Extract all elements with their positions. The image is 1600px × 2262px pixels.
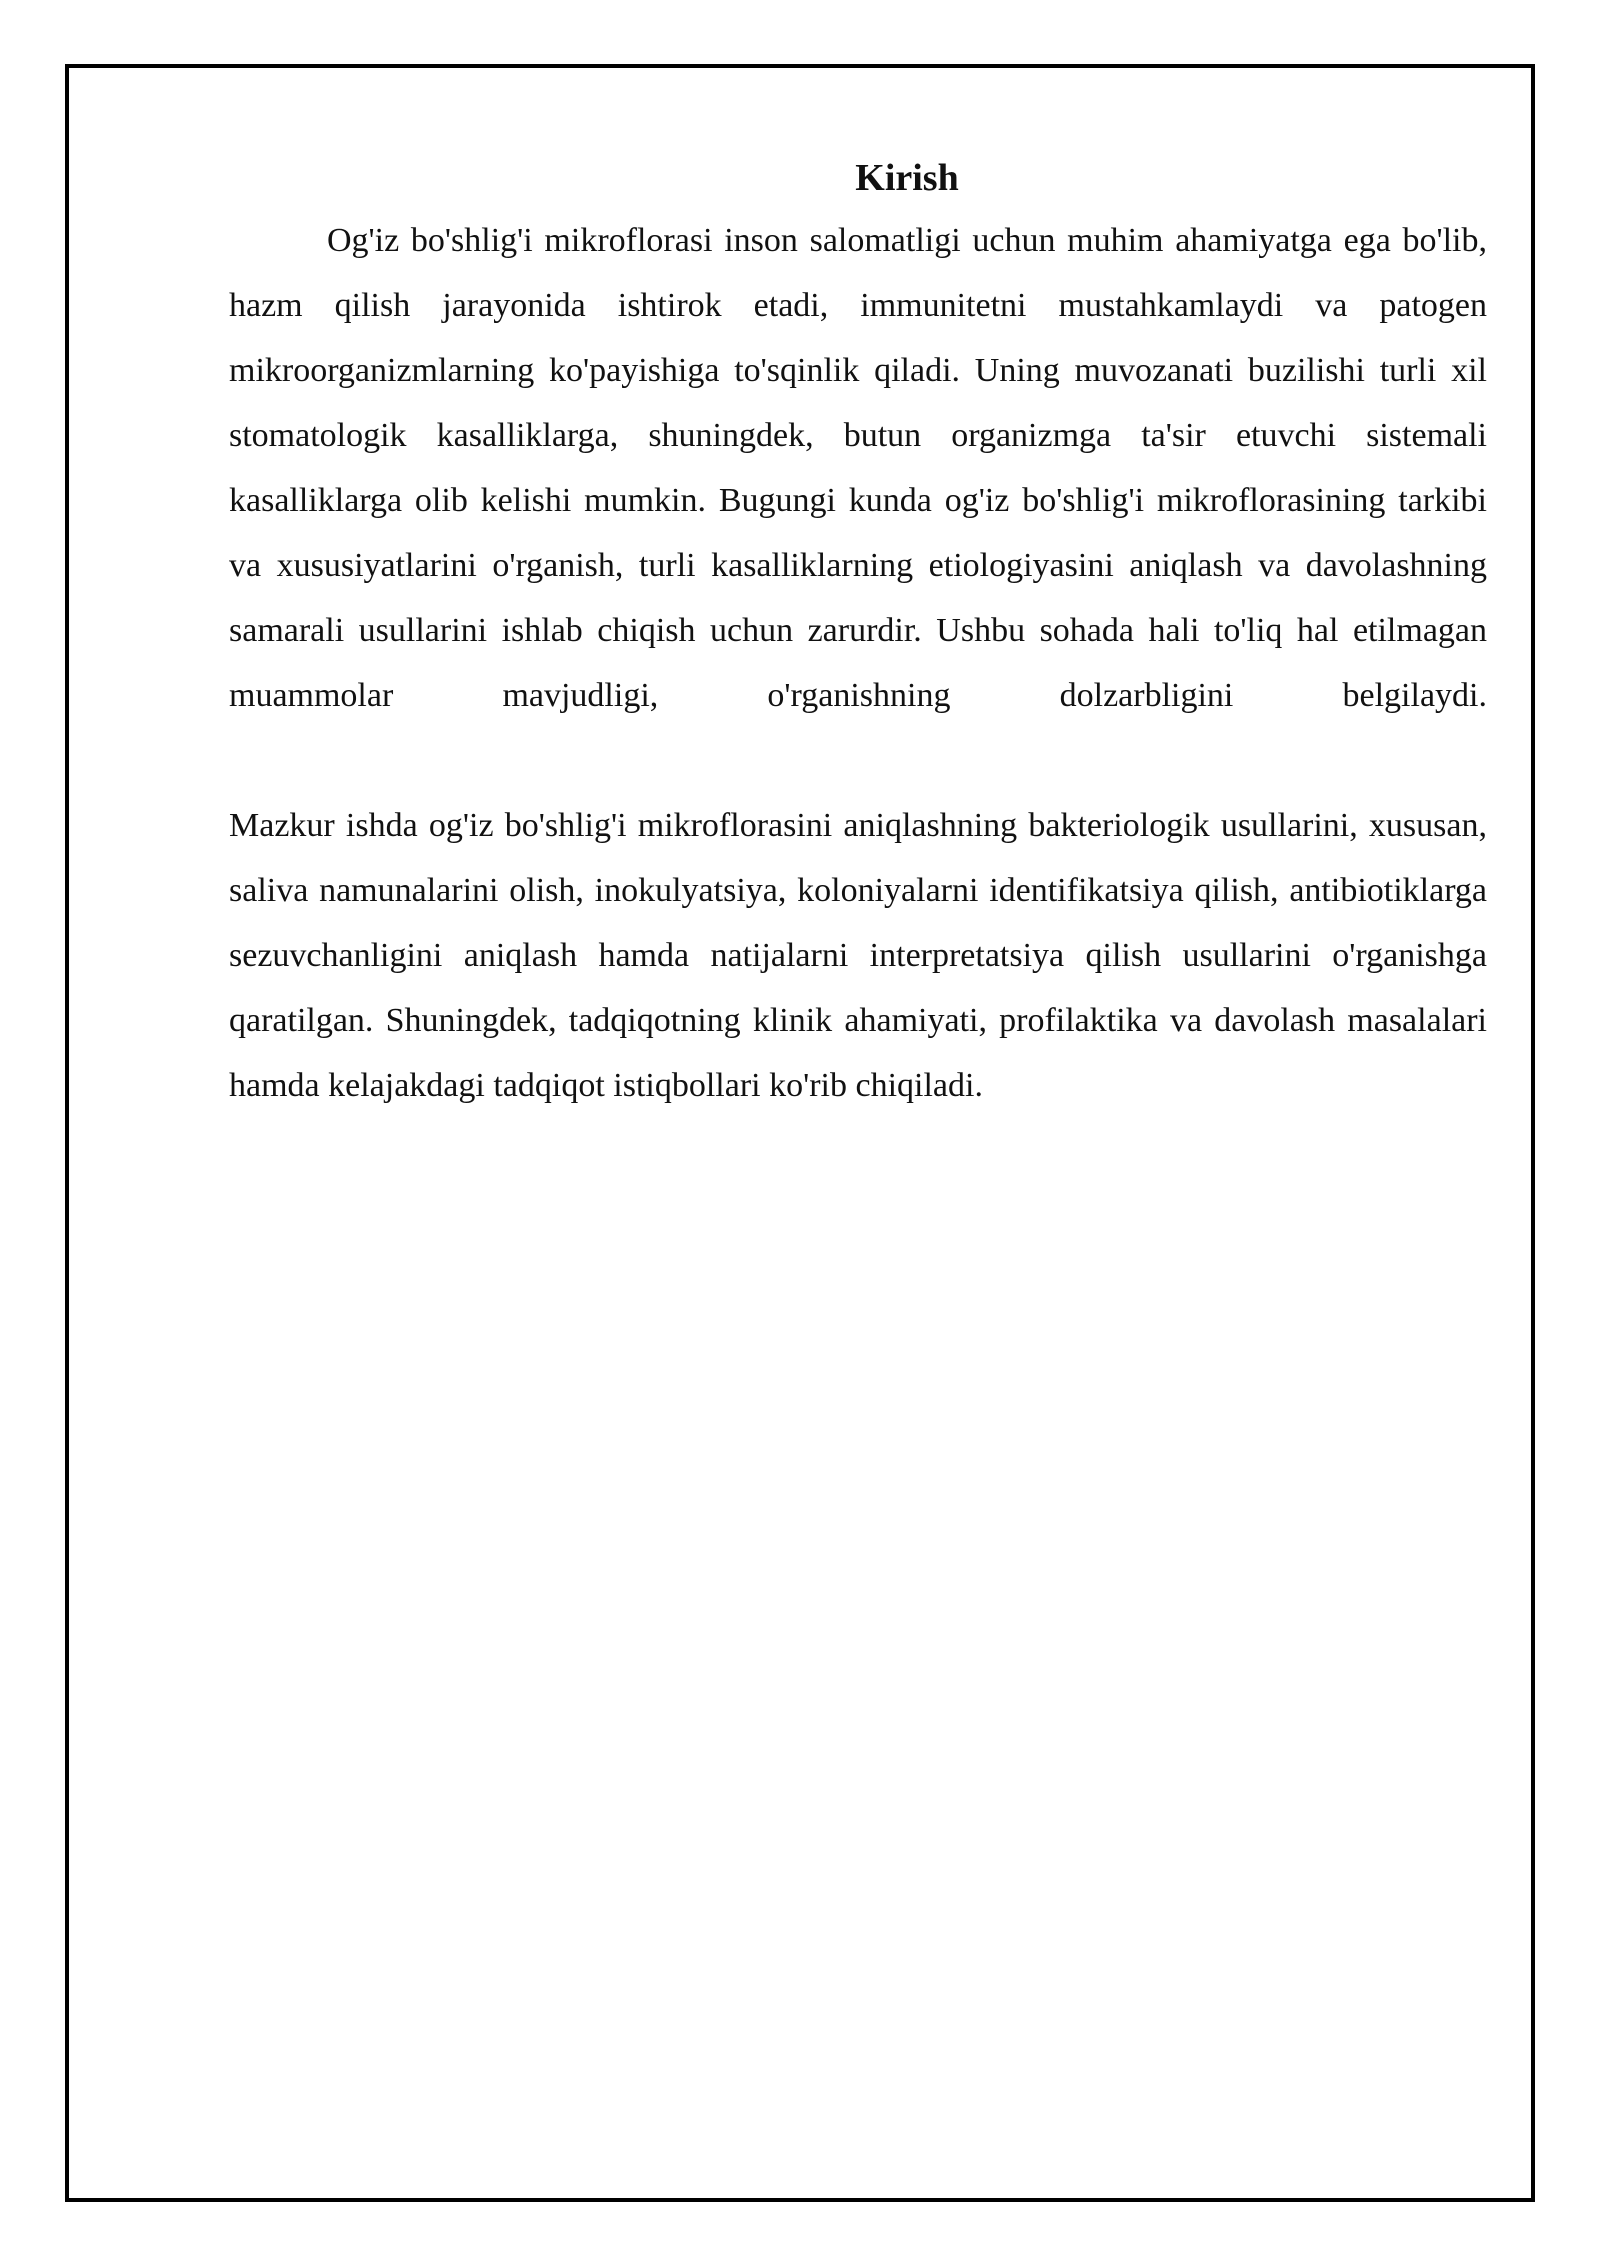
- document-body: [229, 148, 1487, 1118]
- paragraph-scope: Mazkur ishda og'iz bo'shlig'i mikroflorasini aniqlashning bakteriologik usullarini, xususan, saliva namunalarini olish, inokulyatsiya, koloniyalarni identifikatsiya qilish, antibiotiklarga sezuvchanligini aniqlash hamda natijalarni interpretatsiya qilish usullarini o'rganishga qaratilgan. Shuningdek, tadqiqotning klinik ahamiyati, profilaktika va davolash masalalari hamda kelajakdagi tadqiqot istiqbollari ko'rib chiqiladi.: [229, 807, 1487, 1104]
- paragraph-intro: Og'iz bo'shlig'i mikroflorasi inson salomatligi uchun muhim ahamiyatga ega bo'lib, hazm qilish jarayonida ishtirok etadi, immunitetni mustahkamlaydi va patogen mikroorganizmlarning ko'payishiga to'sqinlik qiladi. Uning muvozanati buzilishi turli xil stomatologik kasalliklarga, shuningdek, butun organizmga ta'sir etuvchi sistemali kasalliklarga olib kelishi mumkin. Bugungi kunda og'iz bo'shlig'i mikroflorasining tarkibi va xususiyatlarini o'rganish, turli kasalliklarning etiologiyasini aniqlash va davolashning samarali usullarini ishlab chiqish uchun zarurdir. Ushbu sohada hali to'liq hal etilmagan muammolar mavjudligi, o'rganishning dolzarbligini belgilaydi.: [229, 222, 1487, 714]
- section-title: Kirish: [855, 157, 959, 199]
- paragraph-spacer: [229, 728, 1487, 793]
